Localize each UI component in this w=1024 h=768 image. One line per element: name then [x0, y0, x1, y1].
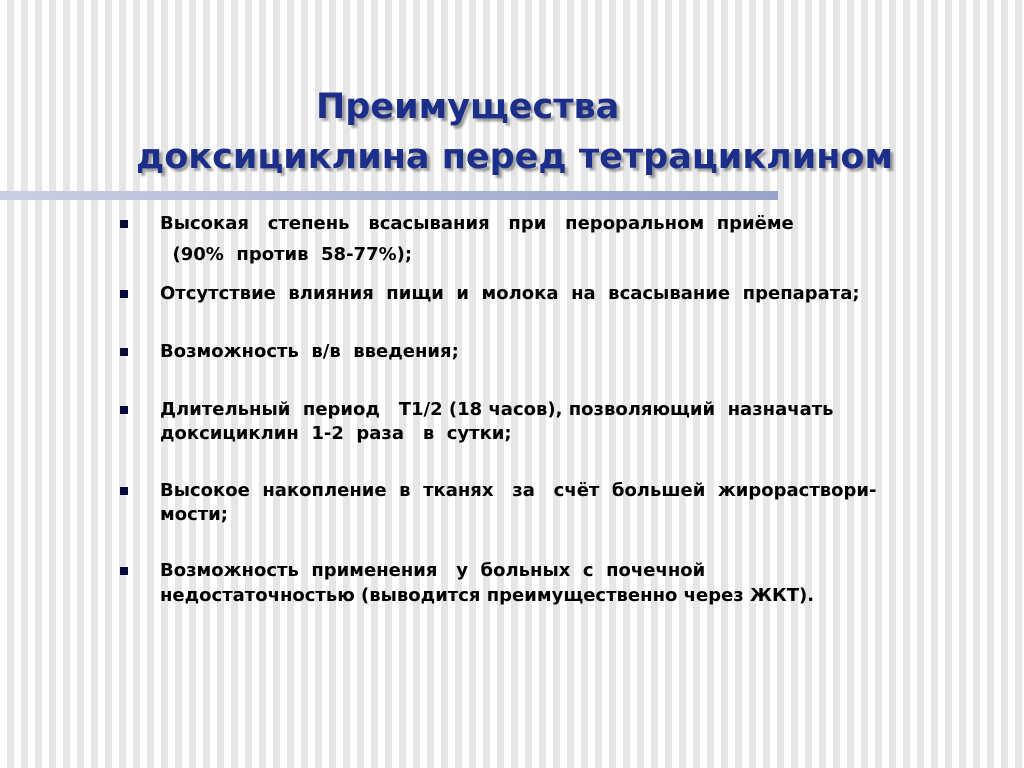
bullet-text-line: мости;	[160, 504, 228, 525]
bullet-text-line: Возможность в/в введения;	[160, 341, 459, 362]
bullet-text-line: недостаточностью (выводится преимущественно через ЖКТ).	[160, 585, 815, 606]
bullet-text-line: доксициклин 1-2 раза в сутки;	[160, 423, 512, 444]
square-bullet-icon	[120, 487, 128, 495]
bullet-text-line: Высокая степень всасывания при пероральном приёме	[160, 213, 794, 234]
square-bullet-icon	[120, 567, 128, 575]
bullet-text-line: Отсутствие влияния пищи и молока на всасывание препарата;	[160, 283, 860, 304]
title-line-1: Преимущества	[316, 87, 620, 127]
bullet-text-line: Длительный период Т1/2 (18 часов), позволяющий назначать	[160, 399, 834, 420]
bullet-text-line: Высокое накопление в тканях за счёт большей жирораствори-	[160, 480, 877, 501]
square-bullet-icon	[120, 406, 128, 414]
bullet-text-line: (90% против 58-77%);	[160, 244, 413, 265]
title-line-2: доксициклина перед тетрациклином	[136, 137, 894, 177]
bullet-text-line: Возможность применения у больных с почечной	[160, 560, 706, 581]
square-bullet-icon	[120, 348, 128, 356]
square-bullet-icon	[120, 290, 128, 298]
square-bullet-icon	[120, 220, 128, 228]
